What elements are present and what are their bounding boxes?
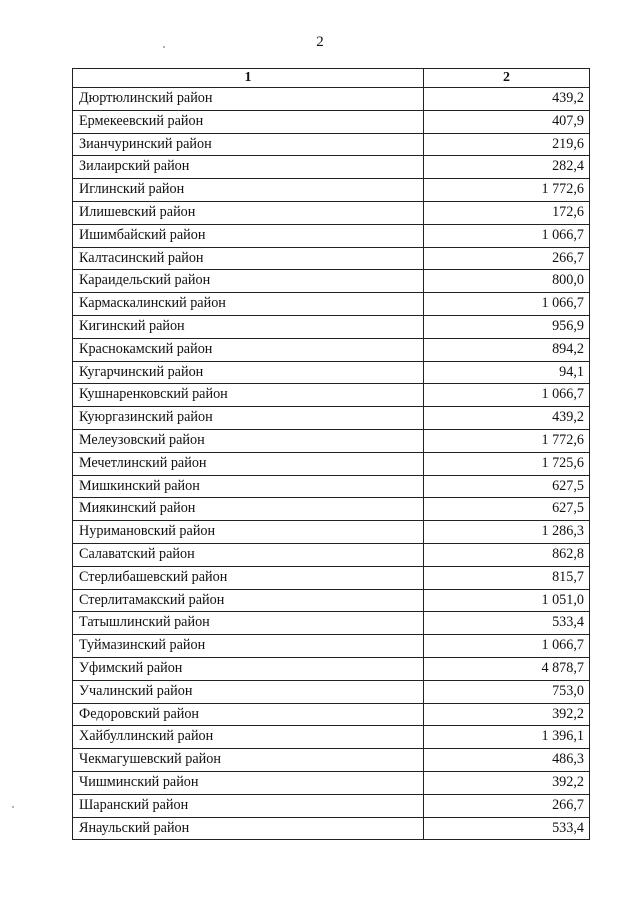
district-name-cell: Зилаирский район	[73, 156, 424, 179]
district-name-cell: Нуримановский район	[73, 521, 424, 544]
table-row	[73, 771, 590, 794]
column-header-1: 1	[73, 69, 424, 88]
table-row	[73, 88, 590, 111]
table-row	[73, 589, 590, 612]
district-value-cell: 486,3	[424, 749, 590, 772]
district-name-cell: Илишевский район	[73, 201, 424, 224]
district-value-cell: 1 066,7	[424, 384, 590, 407]
table-row	[73, 247, 590, 270]
district-value-cell: 627,5	[424, 475, 590, 498]
district-value-cell: 1 066,7	[424, 224, 590, 247]
table-row	[73, 224, 590, 247]
district-value-cell: 407,9	[424, 110, 590, 133]
district-value-cell: 4 878,7	[424, 657, 590, 680]
district-value-cell: 1 286,3	[424, 521, 590, 544]
table-row	[73, 726, 590, 749]
district-value-cell: 1 066,7	[424, 293, 590, 316]
district-name-cell: Зианчуринский район	[73, 133, 424, 156]
district-name-cell: Кугарчинский район	[73, 361, 424, 384]
district-value-cell: 862,8	[424, 543, 590, 566]
table-row	[73, 201, 590, 224]
district-name-cell: Миякинский район	[73, 498, 424, 521]
district-name-cell: Кушнаренковский район	[73, 384, 424, 407]
table-row	[73, 407, 590, 430]
table-row	[73, 110, 590, 133]
table-row	[73, 521, 590, 544]
table-row	[73, 315, 590, 338]
table-row	[73, 338, 590, 361]
district-value-cell: 627,5	[424, 498, 590, 521]
district-value-cell: 94,1	[424, 361, 590, 384]
district-value-cell: 1 772,6	[424, 429, 590, 452]
district-value-cell: 392,2	[424, 703, 590, 726]
district-name-cell: Чекмагушевский район	[73, 749, 424, 772]
table-row	[73, 156, 590, 179]
district-name-cell: Шаранский район	[73, 794, 424, 817]
district-value-cell: 533,4	[424, 817, 590, 840]
table-row	[73, 133, 590, 156]
district-name-cell: Мишкинский район	[73, 475, 424, 498]
scan-speck	[12, 806, 14, 808]
district-value-cell: 894,2	[424, 338, 590, 361]
district-name-cell: Татышлинский район	[73, 612, 424, 635]
district-name-cell: Федоровский район	[73, 703, 424, 726]
table-row	[73, 749, 590, 772]
district-value-cell: 1 772,6	[424, 179, 590, 202]
table-row	[73, 612, 590, 635]
district-name-cell: Дюртюлинский район	[73, 88, 424, 111]
district-value-cell: 956,9	[424, 315, 590, 338]
district-name-cell: Калтасинский район	[73, 247, 424, 270]
district-name-cell: Кигинский район	[73, 315, 424, 338]
table-row	[73, 794, 590, 817]
table-row	[73, 680, 590, 703]
district-name-cell: Иглинский район	[73, 179, 424, 202]
district-value-cell: 439,2	[424, 88, 590, 111]
table-row	[73, 475, 590, 498]
table-row	[73, 452, 590, 475]
district-name-cell: Учалинский район	[73, 680, 424, 703]
table-row	[73, 635, 590, 658]
table-row	[73, 566, 590, 589]
district-value-cell: 282,4	[424, 156, 590, 179]
district-value-cell: 266,7	[424, 247, 590, 270]
district-name-cell: Стерлитамакский район	[73, 589, 424, 612]
district-values-table	[72, 68, 590, 840]
table-row	[73, 703, 590, 726]
table-row	[73, 293, 590, 316]
district-name-cell: Караидельский район	[73, 270, 424, 293]
district-name-cell: Уфимский район	[73, 657, 424, 680]
district-name-cell: Куюргазинский район	[73, 407, 424, 430]
district-name-cell: Ермекеевский район	[73, 110, 424, 133]
district-value-cell: 1 396,1	[424, 726, 590, 749]
district-value-cell: 266,7	[424, 794, 590, 817]
district-name-cell: Хайбуллинский район	[73, 726, 424, 749]
table-header-row	[73, 69, 590, 88]
district-value-cell: 219,6	[424, 133, 590, 156]
table-row	[73, 817, 590, 840]
column-header-2: 2	[424, 69, 590, 88]
table-row	[73, 270, 590, 293]
table-row	[73, 384, 590, 407]
district-value-cell: 815,7	[424, 566, 590, 589]
district-name-cell: Ишимбайский район	[73, 224, 424, 247]
district-name-cell: Стерлибашевский район	[73, 566, 424, 589]
district-name-cell: Янаульский район	[73, 817, 424, 840]
district-name-cell: Чишминский район	[73, 771, 424, 794]
district-name-cell: Туймазинский район	[73, 635, 424, 658]
district-name-cell: Салаватский район	[73, 543, 424, 566]
district-value-cell: 533,4	[424, 612, 590, 635]
district-value-cell: 439,2	[424, 407, 590, 430]
district-name-cell: Краснокамский район	[73, 338, 424, 361]
table-row	[73, 498, 590, 521]
table-row	[73, 179, 590, 202]
district-value-cell: 392,2	[424, 771, 590, 794]
table-body	[73, 88, 590, 840]
table-row	[73, 543, 590, 566]
district-value-cell: 753,0	[424, 680, 590, 703]
district-name-cell: Мелеузовский район	[73, 429, 424, 452]
district-value-cell: 1 051,0	[424, 589, 590, 612]
table-row	[73, 429, 590, 452]
district-value-cell: 1 066,7	[424, 635, 590, 658]
table-row	[73, 361, 590, 384]
district-value-cell: 172,6	[424, 201, 590, 224]
district-value-cell: 1 725,6	[424, 452, 590, 475]
page-number: 2	[316, 34, 324, 50]
table-row	[73, 657, 590, 680]
district-name-cell: Мечетлинский район	[73, 452, 424, 475]
district-value-cell: 800,0	[424, 270, 590, 293]
scan-speck	[163, 46, 165, 48]
district-name-cell: Кармаскалинский район	[73, 293, 424, 316]
